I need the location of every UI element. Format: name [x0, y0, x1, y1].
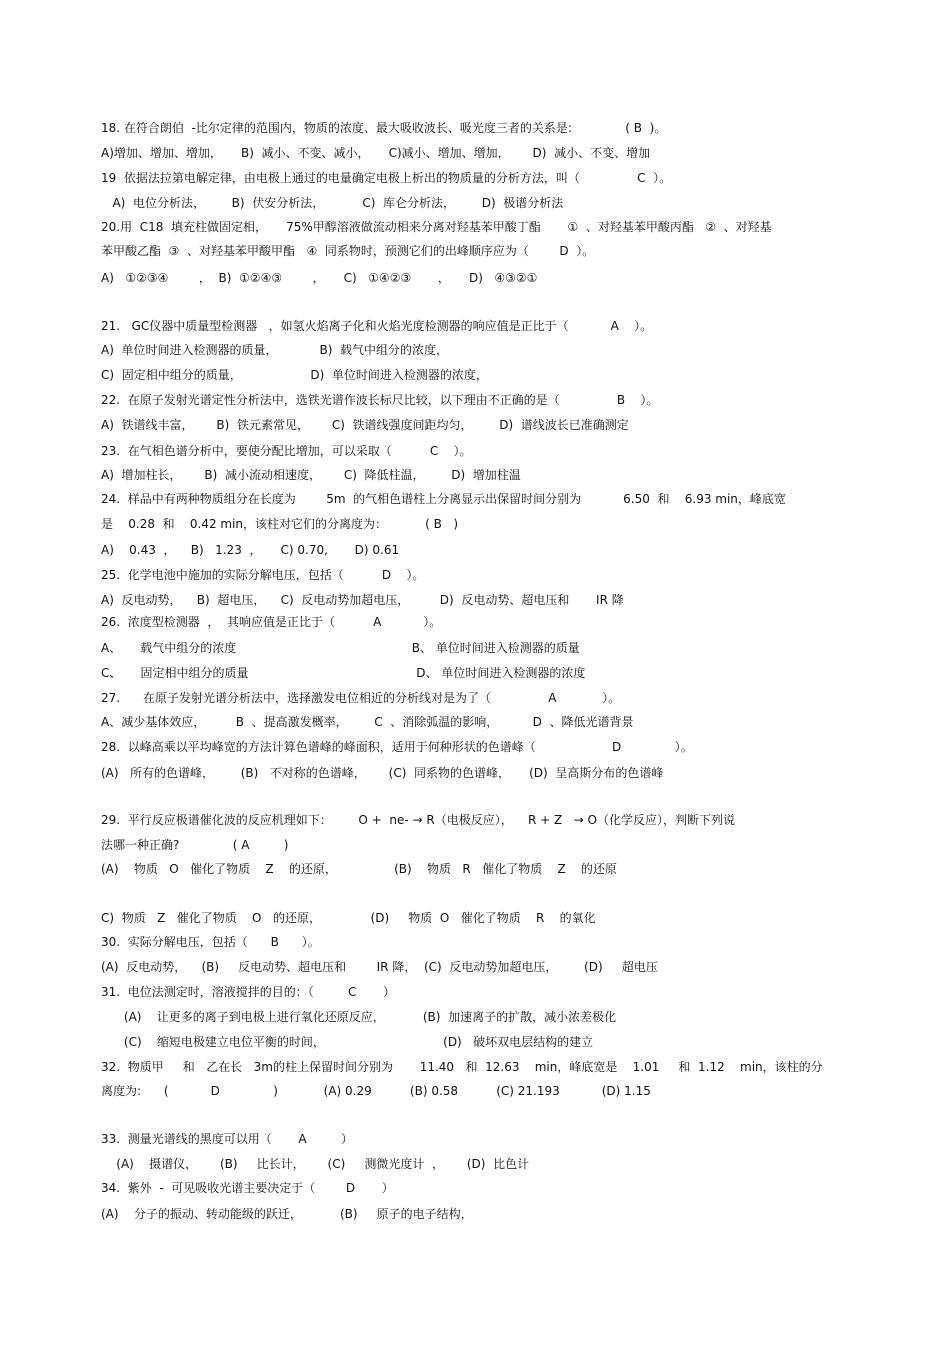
question-24-line2: 是 0.28 和 0.42 min，该柱对它们的分离度为： ( B ) [101, 517, 459, 531]
question-20-line1: 20.用 C18 填充柱做固定相， 75%甲醇溶液做流动相来分离对羟基苯甲酸丁酯 ① 、对羟基苯甲酸丙酯 ② 、对羟基 [101, 220, 772, 234]
question-32-line1: 32. 物质甲 和 乙在长 3m的柱上保留时间分别为 11.40 和 12.63 min，峰底宽是 1.01 和 1.12 min，该柱的分 [101, 1060, 823, 1074]
question-32-line2: 离度为: ( D ) (A) 0.29 (B) 0.58 (C) 21.193 (D) 1.15 [101, 1084, 651, 1098]
question-26: 26. 浓度型检测器 ， 其响应值是正比于（ A ）。 [101, 615, 442, 629]
question-22: 22. 在原子发射光谱定性分析法中，选铁光谱作波长标尺比较，以下理由不正确的是（ B ）。 [101, 393, 659, 407]
question-28-options: (A) 所有的色谱峰， (B) 不对称的色谱峰， (C) 同系物的色谱峰， (D) 呈高斯分布的色谱峰 [101, 766, 664, 780]
question-29-options-ab: (A) 物质 O 催化了物质 Z 的还原， (B) 物质 R 催化了物质 Z 的还原 [101, 862, 617, 876]
question-34: 34. 紫外 - 可见吸收光谱主要决定于（ D ） [101, 1181, 394, 1195]
question-28: 28. 以峰高乘以平均峰宽的方法计算色谱峰的峰面积，适用于何种形状的色谱峰（ D ）。 [101, 740, 693, 754]
question-21-options-cd: C) 固定相中组分的质量， D) 单位时间进入检测器的浓度， [101, 368, 488, 382]
question-19-options: A) 电位分析法， B) 伏安分析法， C) 库仑分析法， D) 极谱分析法 [101, 196, 564, 210]
question-30-options: (A) 反电动势， (B) 反电动势、超电压和 IR 降， (C) 反电动势加超电压， (D) 超电压 [101, 960, 658, 974]
question-29-line1: 29. 平行反应极谱催化波的反应机理如下： O + ne- → R（电极反应）， R + Z → O（化学反应），判断下列说 [101, 813, 735, 827]
question-18: 18. 在符合朗伯 -比尔定律的范围内，物质的浓度、最大吸收波长、吸光度三者的关系是: ( B )。 [101, 121, 667, 135]
question-33-options: (A) 摄谱仪， (B) 比长计， (C) 测微光度计 ， (D) 比色计 [101, 1157, 530, 1171]
question-20-line2: 苯甲酸乙酯 ③ 、对羟基苯甲酸甲酯 ④ 同系物时，预测它们的出峰顺序应为（ D ）。 [101, 244, 595, 258]
question-25-options: A) 反电动势， B) 超电压， C) 反电动势加超电压， D) 反电动势、超电压和 IR 降 [101, 593, 624, 607]
question-34-options: (A) 分子的振动、转动能级的跃迁， (B) 原子的电子结构， [101, 1207, 473, 1221]
question-26-options-cd: C、 固定相中组分的质量 D、 单位时间进入检测器的浓度 [101, 666, 586, 680]
question-18-options: A)增加、增加、增加， B) 减小、不变、减小， C)减小、增加、增加， D) 减小、不变、增加 [101, 146, 651, 160]
question-20-options: A) ①②③④ ， B) ①②④③ ， C) ①④②③ ， D) ④③②① [101, 271, 538, 285]
question-24-line1: 24. 样品中有两种物质组分在长度为 5m 的气相色谱柱上分离显示出保留时间分别为 6.50 和 6.93 min，峰底宽 [101, 492, 786, 506]
question-25: 25. 化学电池中施加的实际分解电压，包括（ D ）。 [101, 568, 425, 582]
question-33: 33. 测量光谱线的黑度可以用（ A ） [101, 1132, 353, 1146]
question-23-options: A) 增加柱长， B) 减小流动相速度， C) 降低柱温， D) 增加柱温 [101, 468, 521, 482]
question-22-options: A) 铁谱线丰富， B) 铁元素常见， C) 铁谱线强度间距均匀， D) 谱线波长已准确测定 [101, 418, 629, 432]
question-24-options: A) 0.43 ， B) 1.23 ， C) 0.70, D) 0.61 [101, 543, 400, 557]
question-19: 19 依据法拉第电解定律，由电极上通过的电量确定电极上析出的物质量的分析方法，叫（ C ）。 [101, 171, 672, 185]
question-31: 31. 电位法测定时，溶液搅拌的目的：（ C ） [101, 985, 396, 999]
question-27-options: A、减少基体效应， B 、提高激发概率， C 、消除弧温的影响， D 、降低光谱背景 [101, 715, 634, 729]
question-23: 23. 在气相色谱分析中，要使分配比增加，可以采取（ C ）。 [101, 444, 472, 458]
question-29-options-cd: C) 物质 Z 催化了物质 O 的还原， (D) 物质 O 催化了物质 R 的氧化 [101, 911, 596, 925]
question-27: 27. 在原子发射光谱分析法中，选择激发电位相近的分析线对是为了（ A ）。 [101, 691, 621, 705]
question-30: 30. 实际分解电压，包括（ B ）。 [101, 935, 320, 949]
question-21-options-ab: A) 单位时间进入检测器的质量， B) 载气中组分的浓度， [101, 343, 449, 357]
question-31-options-cd: (C) 缩短电极建立电位平衡的时间， (D) 破坏双电层结构的建立 [101, 1035, 594, 1049]
question-29-line2: 法哪一种正确? ( A ) [101, 838, 289, 852]
question-31-options-ab: (A) 让更多的离子到电极上进行氧化还原反应， (B) 加速离子的扩散，减小浓差极化 [101, 1010, 617, 1024]
question-21: 21. GC仪器中质量型检测器 ，如氢火焰离子化和火焰光度检测器的响应值是正比于（ A ）。 [101, 319, 653, 333]
question-26-options-ab: A、 载气中组分的浓度 B、 单位时间进入检测器的质量 [101, 641, 580, 655]
